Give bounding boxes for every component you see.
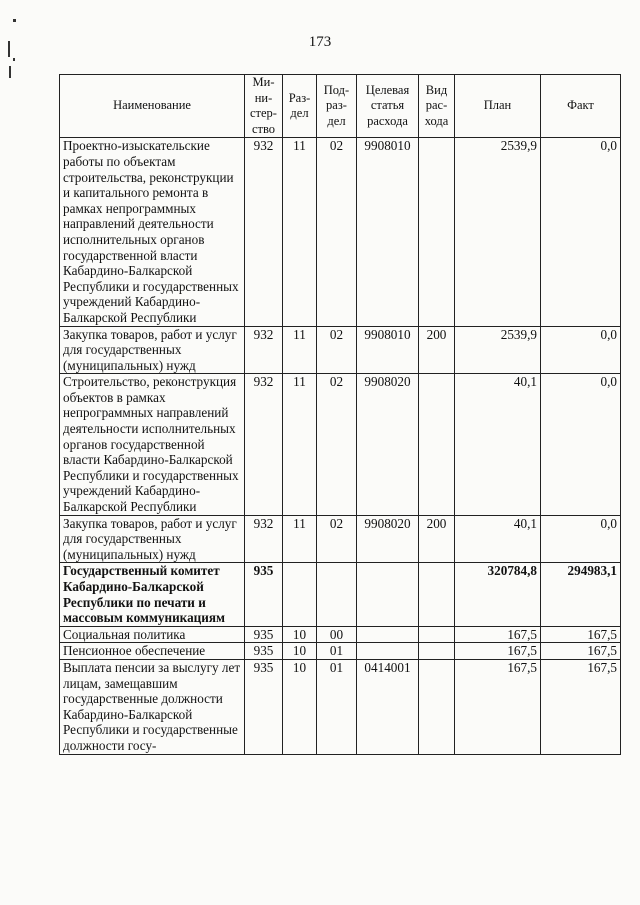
cell-plan: 320784,8 xyxy=(455,563,541,626)
cell-target xyxy=(357,643,419,660)
cell-section: 10 xyxy=(283,626,317,643)
cell-ministry: 935 xyxy=(245,626,283,643)
cell-target: 0414001 xyxy=(357,659,419,754)
scan-artifact xyxy=(9,66,11,78)
cell-subsection: 02 xyxy=(317,138,357,326)
cell-expense-type xyxy=(419,643,455,660)
header-name: Наименование xyxy=(60,75,245,138)
table-row xyxy=(60,374,621,515)
cell-expense-type: 200 xyxy=(419,515,455,563)
cell-name: Строительство, реконструкция объектов в рамках непрограммных направлений деятельности исполнительных органов государственной власти Кабардино-Балкарской Республики и государственных учреждений Кабардино-Балкарской Республики xyxy=(60,374,245,515)
cell-plan: 167,5 xyxy=(455,659,541,754)
cell-ministry: 932 xyxy=(245,326,283,374)
cell-expense-type xyxy=(419,138,455,326)
cell-name: Закупка товаров, работ и услуг для государственных (муниципальных) нужд xyxy=(60,326,245,374)
cell-subsection: 02 xyxy=(317,515,357,563)
cell-name: Выплата пенсии за выслугу лет лицам, замещавшим государственные должности Кабардино-Балкарской Республики и государственные должности госу- xyxy=(60,659,245,754)
cell-name: Пенсионное обеспечение xyxy=(60,643,245,660)
cell-subsection: 01 xyxy=(317,659,357,754)
scan-artifact xyxy=(13,19,16,22)
table-row xyxy=(60,643,621,660)
cell-ministry: 935 xyxy=(245,659,283,754)
cell-fact: 167,5 xyxy=(541,643,621,660)
cell-expense-type xyxy=(419,374,455,515)
cell-plan: 167,5 xyxy=(455,643,541,660)
header-expense-type: Вид рас- хода xyxy=(419,75,455,138)
cell-target: 9908010 xyxy=(357,326,419,374)
header-fact: Факт xyxy=(541,75,621,138)
cell-ministry: 932 xyxy=(245,138,283,326)
cell-ministry: 932 xyxy=(245,515,283,563)
cell-fact: 0,0 xyxy=(541,326,621,374)
cell-expense-type xyxy=(419,563,455,626)
header-subsection: Под- раз- дел xyxy=(317,75,357,138)
table-row xyxy=(60,626,621,643)
cell-section: 11 xyxy=(283,374,317,515)
cell-target: 9908010 xyxy=(357,138,419,326)
header-target: Целевая статья расхода xyxy=(357,75,419,138)
cell-target xyxy=(357,563,419,626)
cell-name: Закупка товаров, работ и услуг для государственных (муниципальных) нужд xyxy=(60,515,245,563)
cell-plan: 167,5 xyxy=(455,626,541,643)
header-ministry: Ми- ни- стер- ство xyxy=(245,75,283,138)
page-number: 173 xyxy=(308,34,332,50)
cell-name: Проектно-изыскательские работы по объектам строительства, реконструкции и капитального ремонта в рамках непрограммных направлений деятельности исполнительных органов государственной власти Кабардино-Балкарской Республики и государственных учреждений Кабардино-Балкарской Республики xyxy=(60,138,245,326)
cell-target: 9908020 xyxy=(357,374,419,515)
cell-name: Государственный комитет Кабардино-Балкарской Республики по печати и массовым коммуникациям xyxy=(60,563,245,626)
cell-ministry: 935 xyxy=(245,563,283,626)
header-plan: План xyxy=(455,75,541,138)
table-body xyxy=(60,138,621,754)
table-row xyxy=(60,563,621,626)
cell-section: 11 xyxy=(283,515,317,563)
table-row xyxy=(60,138,621,326)
cell-section: 10 xyxy=(283,659,317,754)
cell-plan: 2539,9 xyxy=(455,138,541,326)
cell-plan: 2539,9 xyxy=(455,326,541,374)
cell-fact: 0,0 xyxy=(541,374,621,515)
cell-fact: 167,5 xyxy=(541,659,621,754)
cell-section: 10 xyxy=(283,643,317,660)
cell-section: 11 xyxy=(283,326,317,374)
scan-artifact xyxy=(8,41,10,57)
table-row xyxy=(60,326,621,374)
cell-ministry: 935 xyxy=(245,643,283,660)
cell-name: Социальная политика xyxy=(60,626,245,643)
cell-plan: 40,1 xyxy=(455,374,541,515)
cell-section: 11 xyxy=(283,138,317,326)
budget-table xyxy=(59,74,621,755)
table-row xyxy=(60,659,621,754)
table-row xyxy=(60,515,621,563)
table-header-row xyxy=(60,75,621,138)
cell-target xyxy=(357,626,419,643)
cell-expense-type xyxy=(419,659,455,754)
cell-fact: 294983,1 xyxy=(541,563,621,626)
cell-fact: 167,5 xyxy=(541,626,621,643)
cell-ministry: 932 xyxy=(245,374,283,515)
cell-subsection: 02 xyxy=(317,374,357,515)
cell-target: 9908020 xyxy=(357,515,419,563)
header-section: Раз- дел xyxy=(283,75,317,138)
cell-expense-type: 200 xyxy=(419,326,455,374)
scan-artifact xyxy=(13,58,15,61)
cell-subsection: 02 xyxy=(317,326,357,374)
cell-subsection: 00 xyxy=(317,626,357,643)
cell-fact: 0,0 xyxy=(541,138,621,326)
cell-subsection: 01 xyxy=(317,643,357,660)
cell-expense-type xyxy=(419,626,455,643)
cell-plan: 40,1 xyxy=(455,515,541,563)
cell-subsection xyxy=(317,563,357,626)
cell-fact: 0,0 xyxy=(541,515,621,563)
cell-section xyxy=(283,563,317,626)
